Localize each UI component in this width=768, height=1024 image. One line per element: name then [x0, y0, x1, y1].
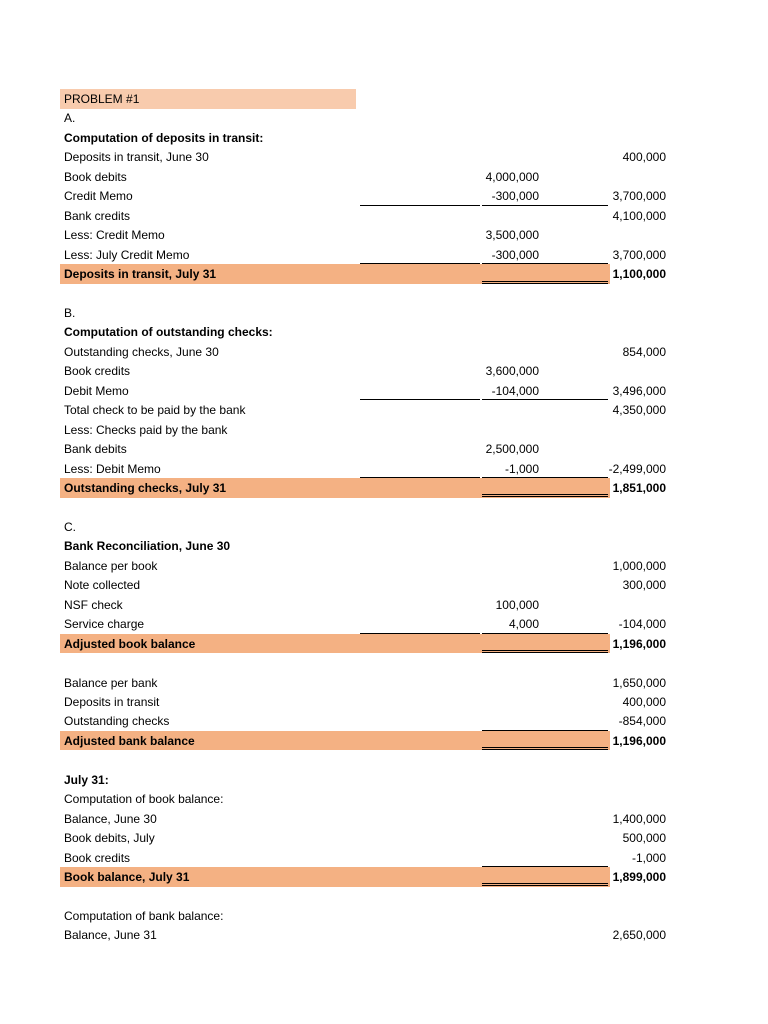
row-label: July 31: [64, 772, 109, 787]
sheet-row [60, 284, 610, 304]
total-amount-cell: -104,000 [618, 617, 666, 632]
sheet-row [60, 128, 610, 148]
row-label: Outstanding checks, July 31 [64, 481, 227, 495]
total-amount-cell: 1,196,000 [612, 733, 666, 748]
sheet-row [60, 886, 610, 906]
sheet-row [60, 459, 666, 479]
row-label: Credit Memo [64, 189, 133, 204]
underline [360, 477, 480, 478]
underline [482, 866, 608, 867]
sheet-row [60, 167, 610, 187]
underline [360, 205, 480, 206]
row-label: Less: Debit Memo [64, 461, 161, 476]
sub-amount-cell: 4,000 [508, 617, 539, 632]
sub-amount-cell: -1,000 [504, 461, 539, 476]
sub-amount-cell: 3,500,000 [485, 228, 539, 243]
total-amount-cell: 1,000,000 [612, 558, 666, 573]
total-amount-cell: 1,851,000 [612, 481, 666, 495]
row-label: Note collected [64, 578, 141, 593]
row-label: Debit Memo [64, 383, 129, 398]
sheet-row [60, 789, 610, 809]
sheet-row [60, 245, 666, 265]
underline [482, 263, 608, 264]
sheet-row [60, 361, 610, 381]
row-label: Balance per book [64, 558, 158, 573]
total-amount-cell: 400,000 [622, 694, 666, 709]
underline [360, 263, 480, 264]
total-amount-cell: 2,650,000 [612, 928, 666, 943]
sub-amount-cell: -300,000 [491, 247, 539, 262]
total-amount-cell: 300,000 [622, 578, 666, 593]
row-label: Bank credits [64, 208, 131, 223]
sheet-row [60, 536, 610, 556]
sheet-row [60, 381, 666, 401]
total-amount-cell: -1,000 [631, 850, 666, 865]
underline [360, 399, 480, 400]
row-label: Less: Credit Memo [64, 228, 165, 243]
sheet-row [60, 225, 610, 245]
total-amount-cell: 854,000 [622, 344, 666, 359]
total-amount-cell: -2,499,000 [608, 461, 666, 476]
total-amount-cell: 1,400,000 [612, 811, 666, 826]
total-amount-cell: 4,100,000 [612, 208, 666, 223]
row-label: C. [64, 519, 76, 534]
row-label: Bank Reconciliation, June 30 [64, 539, 231, 554]
row-label: Service charge [64, 617, 145, 632]
underline [360, 633, 480, 634]
sheet-row [60, 750, 610, 770]
row-label: A. [64, 111, 76, 126]
total-amount-cell: 1,100,000 [612, 267, 666, 282]
sheet-row [60, 809, 666, 829]
sheet-row [60, 439, 610, 459]
sheet-row [60, 595, 610, 615]
row-label: Book credits [64, 364, 131, 379]
sub-amount-cell: 100,000 [495, 597, 539, 612]
double-underline [482, 883, 608, 886]
sub-amount-cell: -104,000 [491, 383, 539, 398]
total-amount-cell: 1,196,000 [612, 636, 666, 651]
total-amount-cell: 3,496,000 [612, 383, 666, 398]
sheet-row [60, 147, 666, 167]
total-amount-cell: 3,700,000 [612, 247, 666, 262]
total-amount-cell: -854,000 [618, 714, 666, 729]
underline [482, 399, 608, 400]
row-label: NSF check [64, 597, 123, 612]
row-label: Outstanding checks, June 30 [64, 344, 219, 359]
underline [482, 205, 608, 206]
row-label: Computation of deposits in transit: [64, 130, 264, 145]
sub-amount-cell: 3,600,000 [485, 364, 539, 379]
row-label: Total check to be paid by the bank [64, 403, 246, 418]
sheet-row [60, 206, 666, 226]
sheet-row [60, 848, 666, 868]
row-label: Adjusted bank balance [64, 733, 195, 748]
sub-amount-cell: 4,000,000 [485, 169, 539, 184]
row-label: Less: Checks paid by the bank [64, 422, 228, 437]
row-label: Deposits in transit, June 30 [64, 150, 209, 165]
sheet-row [60, 186, 666, 206]
row-label: Book balance, July 31 [64, 870, 190, 884]
total-amount-cell: 500,000 [622, 831, 666, 846]
sheet-row [60, 89, 610, 109]
sheet-row [60, 614, 666, 634]
problem-title: PROBLEM #1 [64, 92, 140, 106]
row-label: Computation of bank balance: [64, 908, 224, 923]
underline [482, 477, 608, 478]
double-underline [482, 281, 608, 284]
sheet-row [60, 342, 666, 362]
sheet-row [60, 828, 666, 848]
sub-amount-cell: -300,000 [491, 189, 539, 204]
row-label: Book credits [64, 850, 131, 865]
total-amount-cell: 3,700,000 [612, 189, 666, 204]
total-amount-cell: 4,350,000 [612, 403, 666, 418]
sheet-row [60, 556, 666, 576]
row-label: Balance, June 30 [64, 811, 157, 826]
sheet-row [60, 400, 666, 420]
sheet-row [60, 653, 610, 673]
double-underline [482, 650, 608, 653]
underline [482, 633, 608, 634]
total-amount-cell: 1,650,000 [612, 675, 666, 690]
row-label: Balance, June 31 [64, 928, 157, 943]
row-label: Computation of outstanding checks: [64, 325, 273, 340]
row-label: Outstanding checks [64, 714, 170, 729]
sheet-row [60, 303, 610, 323]
total-amount-cell: 400,000 [622, 150, 666, 165]
sheet-row [60, 692, 666, 712]
row-label: Book debits, July [64, 831, 155, 846]
double-underline [482, 494, 608, 497]
row-label: B. [64, 305, 76, 320]
total-amount-cell: 1,899,000 [612, 870, 666, 884]
row-label: Balance per bank [64, 675, 158, 690]
sheet-row [60, 420, 610, 440]
sheet-row [60, 906, 610, 926]
row-label: Book debits [64, 169, 127, 184]
sheet-row [60, 497, 610, 517]
sheet-row [60, 108, 610, 128]
sheet-row [60, 575, 666, 595]
sheet-row [60, 711, 666, 731]
row-label: Adjusted book balance [64, 636, 196, 651]
row-label: Computation of book balance: [64, 792, 224, 807]
sheet-row [60, 770, 610, 790]
sheet-row [60, 925, 666, 945]
row-label: Bank debits [64, 442, 127, 457]
sheet-row [60, 322, 610, 342]
row-label: Deposits in transit [64, 694, 160, 709]
underline [482, 730, 608, 731]
sheet-row [60, 517, 610, 537]
row-label: Less: July Credit Memo [64, 247, 190, 262]
sub-amount-cell: 2,500,000 [485, 442, 539, 457]
row-label: Deposits in transit, July 31 [64, 267, 217, 282]
sheet-row [60, 673, 666, 693]
double-underline [482, 747, 608, 750]
